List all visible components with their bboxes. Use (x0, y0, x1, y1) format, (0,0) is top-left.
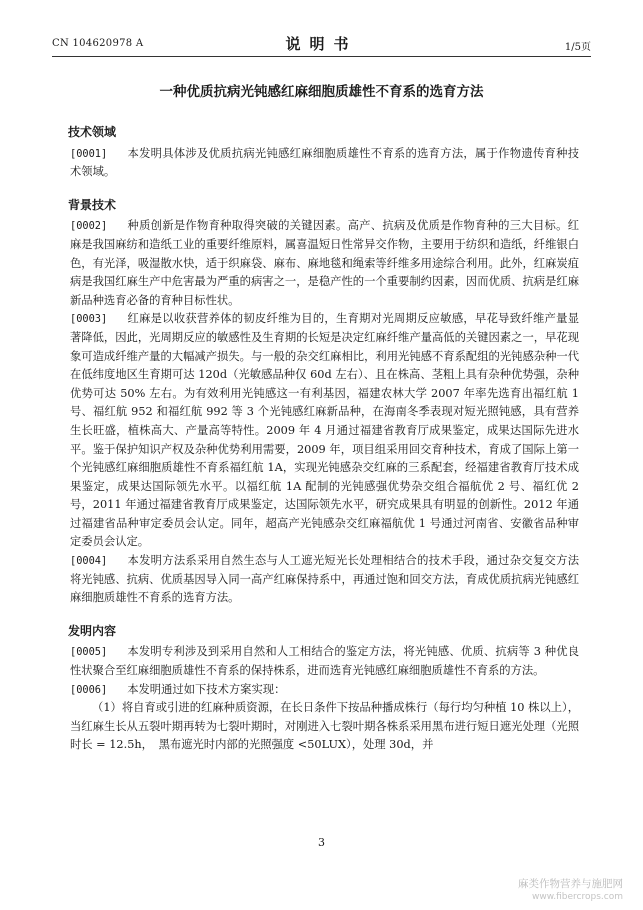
paragraph-text: 红麻是以收获营养体的韧皮纤维为目的，生育期对光周期反应敏感，早花导致纤维产量显著降低，因此，光周期反应的敏感性及生育期的长短是决定红麻纤维产量高低的关键因素之一，早花现象可造成纤维产量的大幅减产损失。与一般的杂交红麻相比，利用光钝感不育系配组的光钝感杂种一代在低纬度地区生育期可达 120d（光敏感品种仅 60d 左右）、且在株高、茎粗上具有杂种优势强，杂种优势可达 50% 左右。为有效利用光钝感这一有利基因，福建农林大学 2007 年率先选育出福红航 1 号、福红航 952 和福红航 992 等 3 个光钝感红麻新品种，在海南冬季表现对短光照钝感，具有营养生长旺盛，植株高大、产量高等特性。2009 年 4 月通过福建省教育厅成果鉴定，成果达国际先进水平。鉴于保护知识产权及杂种优势利用需要，2009 年，项目组采用回交育种技术，育成了国际上第一个光钝感红麻细胞质雄性不育系福红航 1A，实现光钝感杂交红麻的三系配套，经福建省教育厅技术成果鉴定，成果达国际领先水平。以福红航 1A 配制的光钝感强优势杂交组合福航优 2 号、福红优 2 号，2011 年通过福建省教育厅成果鉴定，达国际领先水平，研究成果具有明显的创新性。2012 年通过福建省品种审定委员会认定。同年，超高产光钝感杂交红麻福航优 1 号通过河南省、安徽省品种审定委员会认定。 (70, 312, 579, 549)
paragraph-number: [0005] (70, 646, 108, 659)
page-number: 3 (318, 836, 325, 849)
watermark-site-name: 麻类作物营养与施肥网 (518, 878, 623, 890)
patent-number: CN 104620978 A (52, 38, 144, 49)
paragraph-0004 (70, 552, 579, 608)
paragraph-number: [0003] (70, 313, 108, 326)
paragraph-number: [0006] (70, 683, 108, 696)
paragraph-0003 (70, 310, 579, 552)
paragraph-text: 种质创新是作物育种取得突破的关键因素。高产、抗病及优质是作物育种的三大目标。红麻是我国麻纺和造纸工业的重要纤维原料，属喜温短日性常异交作物，主要用于纺织和造纸，纤维银白色，有光泽，吸湿散水快，适于织麻袋、麻布、麻地毯和绳索等纤维多用途综合利用。此外，红麻炭疽病是我国红麻生产中危害最为严重的病害之一，是稳产性的一个重要制约因素，因而优质、抗病是红麻新品种选育必备的育种目标性状。 (70, 219, 579, 307)
watermark-url: www.fibercrops.com (532, 892, 623, 902)
description-body (70, 123, 579, 755)
paragraph-text: 本发明通过如下技术方案实现： (127, 682, 286, 696)
watermark (518, 876, 623, 902)
invention-title: 一种优质抗病光钝感红麻细胞质雄性不育系的选育方法 (159, 84, 484, 100)
section-heading-background: 背景技术 (68, 197, 117, 212)
paragraph-text: 本发明方法系采用自然生态与人工遮光短光长处理相结合的技术手段，通过杂交复交方法将光钝感、抗病、优质基因导入同一高产红麻保持系中，再通过饱和回交方法，育成优质抗病光钝感红麻细胞质雄性不育系的选育方法。 (70, 554, 579, 605)
paragraph-number: [0002] (70, 220, 108, 233)
paragraph-text: 本发明专利涉及到采用自然和人工相结合的鉴定方法，将光钝感、优质、抗病等 3 种优良性状聚合至红麻细胞质雄性不育系的保持株系，进而选育光钝感红麻细胞质雄性不育系的方法。 (70, 645, 579, 678)
paragraph-0005 (70, 643, 579, 680)
step-1-text: （1）将自育或引进的红麻种质资源，在长日条件下按品种播成株行（每行均匀种植 10 株以上），当红麻生长从五裂叶期再转为七裂叶期时，对刚进入七裂叶期各株系采用黑布进行短日遮光处理（光照时长 = 12.5h， 黑布遮光时内部的光照强度 <50LUX），处理 30d，并 (70, 701, 579, 752)
section-heading-tech-field: 技术领域 (68, 125, 117, 139)
section-heading-content: 发明内容 (68, 623, 117, 638)
header-divider (52, 56, 591, 57)
document-type-heading: 说明书 (285, 35, 358, 53)
paragraph-0001 (70, 145, 579, 182)
paragraph-number: [0001] (70, 147, 108, 160)
paragraph-text: 本发明具体涉及优质抗病光钝感红麻细胞质雄性不育系的选育方法，属于作物遗传育种技术领域。 (70, 146, 579, 179)
paragraph-number: [0004] (70, 555, 108, 568)
paragraph-0006 (70, 681, 579, 700)
page-indicator: 1/5页 (564, 42, 591, 53)
paragraph-0002 (70, 217, 579, 310)
